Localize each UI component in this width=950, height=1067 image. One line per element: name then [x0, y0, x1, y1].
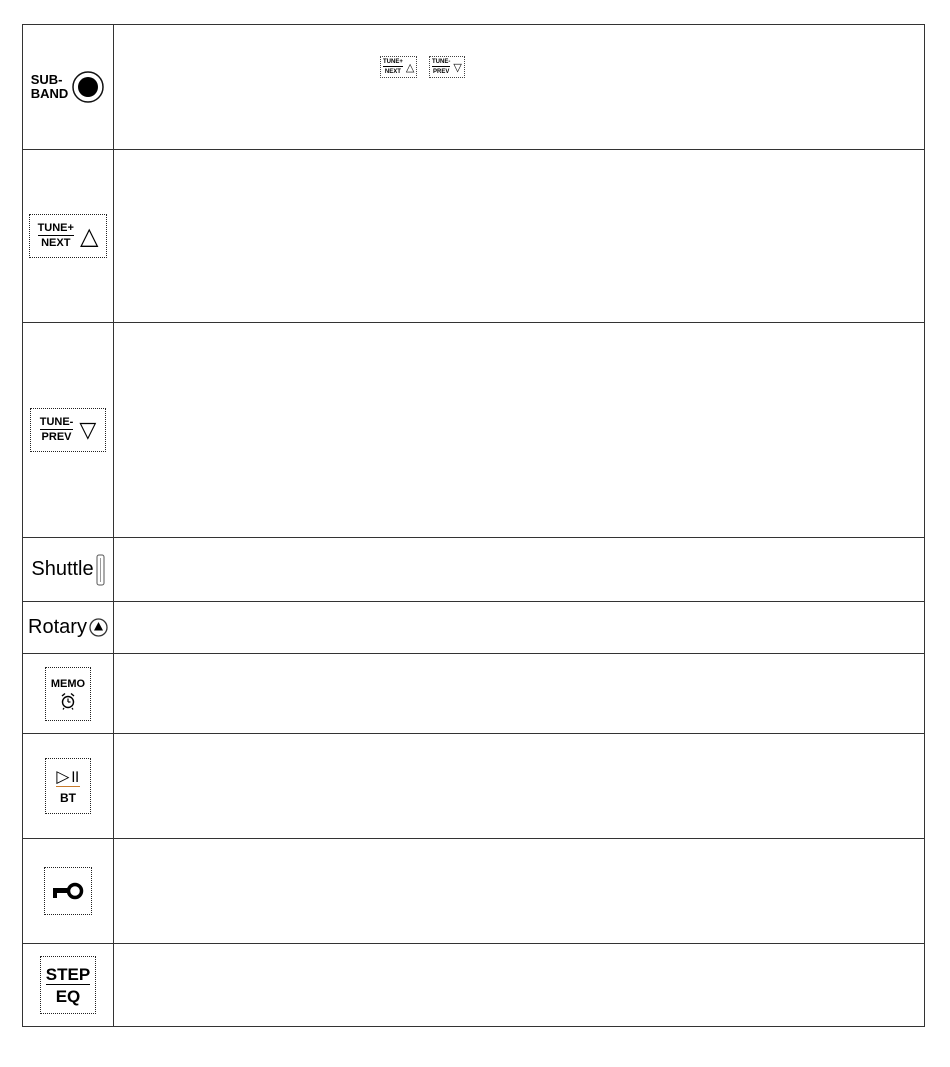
mini-tune-plus-label: TUNE+ — [383, 59, 403, 65]
next-label: NEXT — [41, 237, 71, 249]
rotary-key — [28, 616, 108, 639]
memo-key — [45, 667, 91, 721]
rotary-key-cell — [23, 602, 114, 654]
table-row — [23, 538, 925, 602]
key-icon — [51, 882, 85, 900]
tune-plus-label: TUNE+ — [37, 222, 74, 234]
step-eq-key-cell — [23, 944, 114, 1027]
bt-label: BT — [59, 791, 76, 805]
shuttle-description — [114, 538, 925, 602]
tune-prev-key — [30, 408, 106, 452]
sub-band-description — [114, 25, 925, 150]
table-row — [23, 839, 925, 944]
tune-prev-mini-icon — [429, 56, 465, 78]
play-bt-key-cell — [23, 734, 114, 839]
lock-description — [114, 839, 925, 944]
shuttle-key — [31, 554, 104, 586]
lock-key-cell — [23, 839, 114, 944]
memo-key-cell — [23, 654, 114, 734]
down-triangle-icon: ▽ — [79, 417, 97, 442]
tune-next-key-cell — [23, 150, 114, 323]
sub-band-label-bottom: BAND — [30, 86, 69, 101]
table-row — [23, 25, 925, 150]
table-row — [23, 602, 925, 654]
tune-next-description — [114, 150, 925, 323]
table-row — [23, 323, 925, 538]
step-label: STEP — [45, 964, 91, 984]
shuttle-label: Shuttle — [31, 558, 94, 580]
table-row — [23, 734, 925, 839]
tune-prev-description — [114, 323, 925, 538]
mini-next-label: NEXT — [384, 69, 401, 75]
tune-next-mini-icon — [380, 56, 417, 78]
play-bt-key — [45, 758, 91, 814]
tune-prev-key-cell — [23, 323, 114, 538]
prev-label: PREV — [41, 431, 72, 443]
up-triangle-icon: △ — [79, 222, 99, 250]
eq-label: EQ — [55, 986, 81, 1006]
shuttle-key-cell — [23, 538, 114, 602]
step-eq-key — [40, 956, 96, 1014]
rotary-label: Rotary — [28, 616, 87, 638]
play-bt-description — [114, 734, 925, 839]
rotary-description — [114, 602, 925, 654]
mini-prev-label: PREV — [433, 69, 450, 75]
sub-band-label-top: SUB- — [30, 72, 63, 87]
button-function-table — [22, 24, 925, 1027]
sub-band-key — [31, 70, 106, 104]
lock-key — [44, 867, 92, 915]
alarm-clock-icon — [60, 692, 76, 710]
rotary-knob-icon — [89, 618, 108, 637]
tune-minus-label: TUNE- — [39, 416, 74, 428]
table-row — [23, 944, 925, 1027]
memo-description — [114, 654, 925, 734]
table-row — [23, 654, 925, 734]
play-pause-icon: ▷॥ — [56, 767, 80, 786]
table-row — [23, 150, 925, 323]
up-triangle-icon: △ — [405, 61, 415, 74]
memo-label: MEMO — [50, 677, 86, 690]
shuttle-knob-icon — [96, 554, 105, 586]
step-eq-description — [114, 944, 925, 1027]
tune-next-key — [29, 214, 107, 258]
filled-circle-button-icon — [71, 70, 105, 104]
down-triangle-icon: ▽ — [453, 61, 462, 74]
mini-tune-minus-label: TUNE- — [432, 59, 451, 65]
sub-band-key-cell — [23, 25, 114, 150]
